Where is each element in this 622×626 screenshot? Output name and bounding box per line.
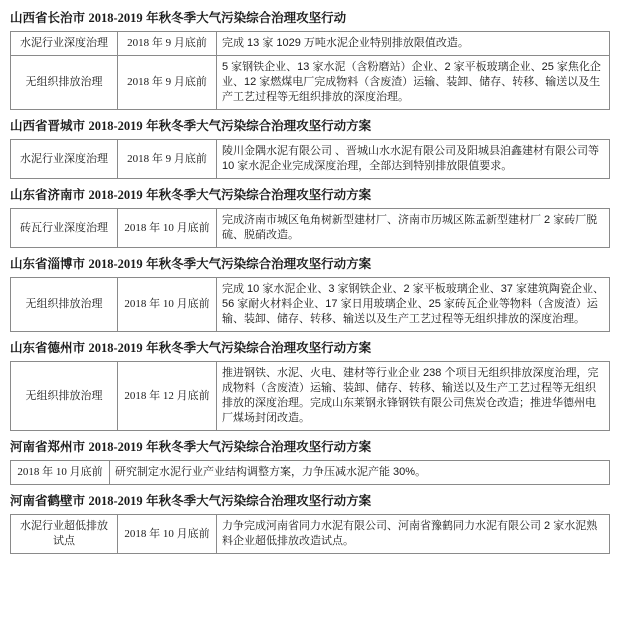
section-title-suffix: 年秋冬季大气污染综合治理攻坚行动 [146, 11, 347, 25]
section-jinan [8, 183, 614, 248]
measure-deadline: 2018 年 9 月底前 [118, 56, 217, 110]
measure-category: 无组织排放治理 [11, 362, 118, 431]
measure-deadline: 2018 年 10 月底前 [118, 515, 217, 554]
measure-deadline: 2018 年 12 月底前 [118, 362, 217, 431]
section-title [8, 6, 614, 31]
section-changzhi [8, 6, 614, 110]
section-title-prefix: 山西省晋城市 [10, 119, 86, 133]
table-row [11, 140, 610, 179]
measure-category: 水泥行业深度治理 [11, 32, 118, 56]
section-title-suffix: 年秋冬季大气污染综合治理攻坚行动方案 [146, 119, 372, 133]
section-title-suffix: 年秋冬季大气污染综合治理攻坚行动方案 [146, 257, 372, 271]
section-jincheng [8, 114, 614, 179]
measures-table [10, 31, 610, 110]
section-title-years: 2018-2019 [88, 494, 143, 508]
measure-deadline: 2018 年 9 月底前 [118, 140, 217, 179]
section-hebi [8, 489, 614, 554]
section-zibo [8, 252, 614, 332]
section-title [8, 336, 614, 361]
section-title-suffix: 年秋冬季大气污染综合治理攻坚行动方案 [146, 341, 372, 355]
section-title-prefix: 河南省郑州市 [10, 440, 86, 454]
measure-deadline: 2018 年 10 月底前 [11, 461, 110, 485]
section-title-prefix: 山东省济南市 [10, 188, 86, 202]
section-title [8, 114, 614, 139]
section-title [8, 252, 614, 277]
table-row [11, 362, 610, 431]
measure-deadline: 2018 年 10 月底前 [118, 278, 217, 332]
section-dezhou [8, 336, 614, 431]
measure-detail: 完成 13 家 1029 万吨水泥企业特别排放限值改造。 [217, 32, 610, 56]
table-row [11, 56, 610, 110]
measure-detail: 5 家钢铁企业、13 家水泥（含粉磨站）企业、2 家平板玻璃企业、25 家焦化企业、12 家燃煤电厂完成物料（含废渣）运输、装卸、储存、转移、输送以及生产工艺过程等无组织排放的深度治理。 [217, 56, 610, 110]
section-title-prefix: 山东省淄博市 [10, 257, 86, 271]
section-title-prefix: 山东省德州市 [10, 341, 86, 355]
section-title-years: 2018-2019 [88, 341, 143, 355]
measures-table [10, 139, 610, 179]
table-row [11, 278, 610, 332]
section-title-suffix: 年秋冬季大气污染综合治理攻坚行动方案 [146, 440, 372, 454]
table-row [11, 515, 610, 554]
section-title [8, 183, 614, 208]
table-row [11, 461, 610, 485]
section-title-years: 2018-2019 [88, 440, 143, 454]
measures-table [10, 208, 610, 248]
measure-detail: 力争完成河南省同力水泥有限公司、河南省豫鹤同力水泥有限公司 2 家水泥熟料企业超低排放改造试点。 [217, 515, 610, 554]
measure-detail: 研究制定水泥行业产业结构调整方案，力争压减水泥产能 30%。 [110, 461, 610, 485]
section-title-years: 2018-2019 [88, 188, 143, 202]
section-title-prefix: 山西省长治市 [10, 11, 86, 25]
measure-deadline: 2018 年 10 月底前 [118, 209, 217, 248]
measure-category: 水泥行业超低排放试点 [11, 515, 118, 554]
measure-deadline: 2018 年 9 月底前 [118, 32, 217, 56]
measure-detail: 推进钢铁、水泥、火电、建材等行业企业 238 个项目无组织排放深度治理，完成物料（含废渣）运输、装卸、储存、转移、输送以及生产工艺过程等无组织排放的深度治理。完成山东莱钢永锋钢铁有限公司焦炭仓改造；推进华德州电厂煤场封闭改造。 [217, 362, 610, 431]
section-title-suffix: 年秋冬季大气污染综合治理攻坚行动方案 [146, 494, 372, 508]
measures-table [10, 460, 610, 485]
section-zhengzhou [8, 435, 614, 485]
table-row [11, 209, 610, 248]
section-title-years: 2018-2019 [88, 11, 143, 25]
measure-detail: 完成 10 家水泥企业、3 家钢铁企业、2 家平板玻璃企业、37 家建筑陶瓷企业、56 家耐火材料企业、17 家日用玻璃企业、25 家砖瓦企业等物料（含废渣）运输、装卸、储存、转移、输送以及生产工艺过程等无组织排放的深度治理。 [217, 278, 610, 332]
table-row [11, 32, 610, 56]
measure-category: 无组织排放治理 [11, 56, 118, 110]
section-title-prefix: 河南省鹤壁市 [10, 494, 86, 508]
section-title-years: 2018-2019 [88, 119, 143, 133]
measure-category: 水泥行业深度治理 [11, 140, 118, 179]
section-title [8, 489, 614, 514]
section-title-years: 2018-2019 [88, 257, 143, 271]
measures-table [10, 361, 610, 431]
measures-table [10, 514, 610, 554]
measure-detail: 陵川金隅水泥有限公司 、晋城山水水泥有限公司及阳城县洎鑫建材有限公司等 10 家水泥企业完成深度治理，全部达到特别排放限值要求。 [217, 140, 610, 179]
section-title [8, 435, 614, 460]
measure-detail: 完成济南市城区龟角树新型建材厂、济南市历城区陈孟新型建材厂 2 家砖厂脱硫、脱硝改造。 [217, 209, 610, 248]
measure-category: 砖瓦行业深度治理 [11, 209, 118, 248]
measure-category: 无组织排放治理 [11, 278, 118, 332]
measures-table [10, 277, 610, 332]
section-title-suffix: 年秋冬季大气污染综合治理攻坚行动方案 [146, 188, 372, 202]
